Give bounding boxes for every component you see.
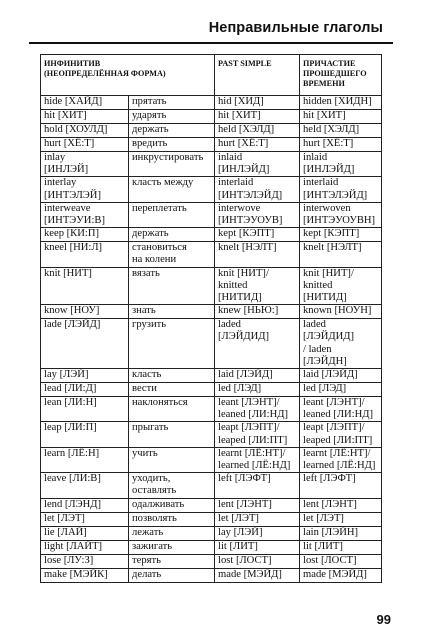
infinitive-cell: lose [ЛУ:З] <box>41 554 129 568</box>
table-row <box>41 512 382 526</box>
translation-cell: наклоняться <box>129 397 215 422</box>
infinitive-cell: interlay [ИНТЭЛЭЙ] <box>41 177 129 202</box>
table-row <box>41 96 382 110</box>
participle-cell: knit [НИТ]/ knitted [НИТИД] <box>300 267 382 305</box>
participle-cell: lent [ЛЭНТ] <box>300 498 382 512</box>
table-header-row <box>41 55 382 96</box>
table-row <box>41 473 382 498</box>
page-number: 99 <box>376 612 391 627</box>
infinitive-cell: lay [ЛЭЙ] <box>41 369 129 383</box>
past-simple-cell: lay [ЛЭЙ] <box>215 526 300 540</box>
infinitive-cell: hold [ХОУЛД] <box>41 124 129 138</box>
infinitive-cell: learn [ЛЁ:Н] <box>41 447 129 472</box>
translation-cell: вредить <box>129 138 215 152</box>
translation-cell: класть между <box>129 177 215 202</box>
table-row <box>41 526 382 540</box>
translation-cell: ударять <box>129 110 215 124</box>
participle-cell: kept [КЭПТ] <box>300 228 382 242</box>
translation-cell: знать <box>129 305 215 319</box>
past-simple-cell: knelt [НЭЛТ] <box>215 242 300 267</box>
table-row <box>41 138 382 152</box>
participle-cell: interlaid [ИНТЭЛЭЙД] <box>300 177 382 202</box>
translation-cell: вести <box>129 383 215 397</box>
infinitive-cell: know [НОУ] <box>41 305 129 319</box>
infinitive-cell: kneel [НИ:Л] <box>41 242 129 267</box>
infinitive-cell: lend [ЛЭНД] <box>41 498 129 512</box>
translation-cell: инкрустировать <box>129 152 215 177</box>
translation-cell: позволять <box>129 512 215 526</box>
infinitive-cell: lie [ЛАЙ] <box>41 526 129 540</box>
participle-cell: leant [ЛЭНТ]/ leaned [ЛИ:НД] <box>300 397 382 422</box>
past-simple-cell: laid [ЛЭЙД] <box>215 369 300 383</box>
past-simple-cell: lent [ЛЭНТ] <box>215 498 300 512</box>
header-past-simple: PAST SIMPLE <box>215 55 300 96</box>
infinitive-cell: make [МЭЙК] <box>41 568 129 582</box>
translation-cell: учить <box>129 447 215 472</box>
table-row <box>41 177 382 202</box>
infinitive-cell: lade [ЛЭЙД] <box>41 319 129 369</box>
infinitive-cell: hurt [ХЁ:Т] <box>41 138 129 152</box>
translation-cell: класть <box>129 369 215 383</box>
past-simple-cell: hid [ХИД] <box>215 96 300 110</box>
translation-cell: терять <box>129 554 215 568</box>
table-row <box>41 383 382 397</box>
table-row <box>41 267 382 305</box>
participle-cell: lost [ЛОСТ] <box>300 554 382 568</box>
past-simple-cell: knew [НЬЮ:] <box>215 305 300 319</box>
participle-cell: known [НОУН] <box>300 305 382 319</box>
past-simple-cell: hurt [ХЁ:Т] <box>215 138 300 152</box>
participle-cell: inlaid [ИНЛЭЙД] <box>300 152 382 177</box>
table-row <box>41 447 382 472</box>
infinitive-cell: interweave [ИНТЭУИ:В] <box>41 202 129 227</box>
header-divider <box>29 42 393 44</box>
past-simple-cell: leant [ЛЭНТ]/ leaned [ЛИ:НД] <box>215 397 300 422</box>
infinitive-cell: leave [ЛИ:В] <box>41 473 129 498</box>
participle-cell: led [ЛЭД] <box>300 383 382 397</box>
participle-cell: lain [ЛЭЙН] <box>300 526 382 540</box>
page-header-title: Неправильные глаголы <box>208 20 383 36</box>
infinitive-cell: inlay [ИНЛЭЙ] <box>41 152 129 177</box>
infinitive-cell: leap [ЛИ:П] <box>41 422 129 447</box>
translation-cell: зажигать <box>129 540 215 554</box>
participle-cell: let [ЛЭТ] <box>300 512 382 526</box>
translation-cell: лежать <box>129 526 215 540</box>
participle-cell: lit [ЛИТ] <box>300 540 382 554</box>
past-simple-cell: knit [НИТ]/ knitted [НИТИД] <box>215 267 300 305</box>
table-row <box>41 228 382 242</box>
translation-cell: переплетать <box>129 202 215 227</box>
past-simple-cell: leapt [ЛЭПТ]/ leaped [ЛИ:ПТ] <box>215 422 300 447</box>
past-simple-cell: hit [ХИТ] <box>215 110 300 124</box>
past-simple-cell: left [ЛЭФТ] <box>215 473 300 498</box>
past-simple-cell: let [ЛЭТ] <box>215 512 300 526</box>
table-row <box>41 540 382 554</box>
infinitive-cell: hide [ХАЙД] <box>41 96 129 110</box>
participle-cell: knelt [НЭЛТ] <box>300 242 382 267</box>
translation-cell: прятать <box>129 96 215 110</box>
translation-cell: прыгать <box>129 422 215 447</box>
table-row <box>41 498 382 512</box>
participle-cell: leapt [ЛЭПТ]/ leaped [ЛИ:ПТ] <box>300 422 382 447</box>
table-row <box>41 202 382 227</box>
infinitive-cell: lead [ЛИ:Д] <box>41 383 129 397</box>
table-row <box>41 305 382 319</box>
participle-cell: laded [ЛЭЙДИД] / laden [ЛЭЙДН] <box>300 319 382 369</box>
participle-cell: held [ХЭЛД] <box>300 124 382 138</box>
translation-cell: грузить <box>129 319 215 369</box>
past-simple-cell: held [ХЭЛД] <box>215 124 300 138</box>
participle-cell: learnt [ЛЁ:НТ]/ learned [ЛЁ:НД] <box>300 447 382 472</box>
participle-cell: hurt [ХЁ:Т] <box>300 138 382 152</box>
participle-cell: left [ЛЭФТ] <box>300 473 382 498</box>
past-simple-cell: learnt [ЛЁ:НТ]/ learned [ЛЁ:НД] <box>215 447 300 472</box>
translation-cell: вязать <box>129 267 215 305</box>
past-simple-cell: lost [ЛОСТ] <box>215 554 300 568</box>
table-row <box>41 568 382 582</box>
participle-cell: laid [ЛЭЙД] <box>300 369 382 383</box>
table-row <box>41 397 382 422</box>
translation-cell: держать <box>129 228 215 242</box>
participle-cell: made [МЭЙД] <box>300 568 382 582</box>
past-simple-cell: interlaid [ИНТЭЛЭЙД] <box>215 177 300 202</box>
past-simple-cell: inlaid [ИНЛЭЙД] <box>215 152 300 177</box>
translation-cell: одалживать <box>129 498 215 512</box>
infinitive-cell: knit [НИТ] <box>41 267 129 305</box>
participle-cell: interwoven [ИНТЭУОУВН] <box>300 202 382 227</box>
translation-cell: уходить, оставлять <box>129 473 215 498</box>
past-simple-cell: lit [ЛИТ] <box>215 540 300 554</box>
infinitive-cell: let [ЛЭТ] <box>41 512 129 526</box>
participle-cell: hidden [ХИДН] <box>300 96 382 110</box>
table-row <box>41 110 382 124</box>
past-simple-cell: laded [ЛЭЙДИД] <box>215 319 300 369</box>
table-row <box>41 124 382 138</box>
table-row <box>41 422 382 447</box>
table-row <box>41 369 382 383</box>
participle-cell: hit [ХИТ] <box>300 110 382 124</box>
infinitive-cell: hit [ХИТ] <box>41 110 129 124</box>
header-infinitive: ИНФИНИТИВ (НЕОПРЕДЕЛЁННАЯ ФОРМА) <box>41 55 215 96</box>
infinitive-cell: lean [ЛИ:Н] <box>41 397 129 422</box>
infinitive-cell: light [ЛАЙТ] <box>41 540 129 554</box>
past-simple-cell: kept [КЭПТ] <box>215 228 300 242</box>
translation-cell: становиться на колени <box>129 242 215 267</box>
infinitive-cell: keep [КИ:П] <box>41 228 129 242</box>
table-row <box>41 319 382 369</box>
translation-cell: держать <box>129 124 215 138</box>
table-row <box>41 152 382 177</box>
translation-cell: делать <box>129 568 215 582</box>
table-row <box>41 554 382 568</box>
past-simple-cell: interwove [ИНТЭУОУВ] <box>215 202 300 227</box>
header-past-participle: ПРИЧАСТИЕ ПРОШЕДШЕГО ВРЕМЕНИ <box>300 55 382 96</box>
table-row <box>41 242 382 267</box>
past-simple-cell: made [МЭЙД] <box>215 568 300 582</box>
past-simple-cell: led [ЛЭД] <box>215 383 300 397</box>
irregular-verbs-table <box>40 54 382 583</box>
